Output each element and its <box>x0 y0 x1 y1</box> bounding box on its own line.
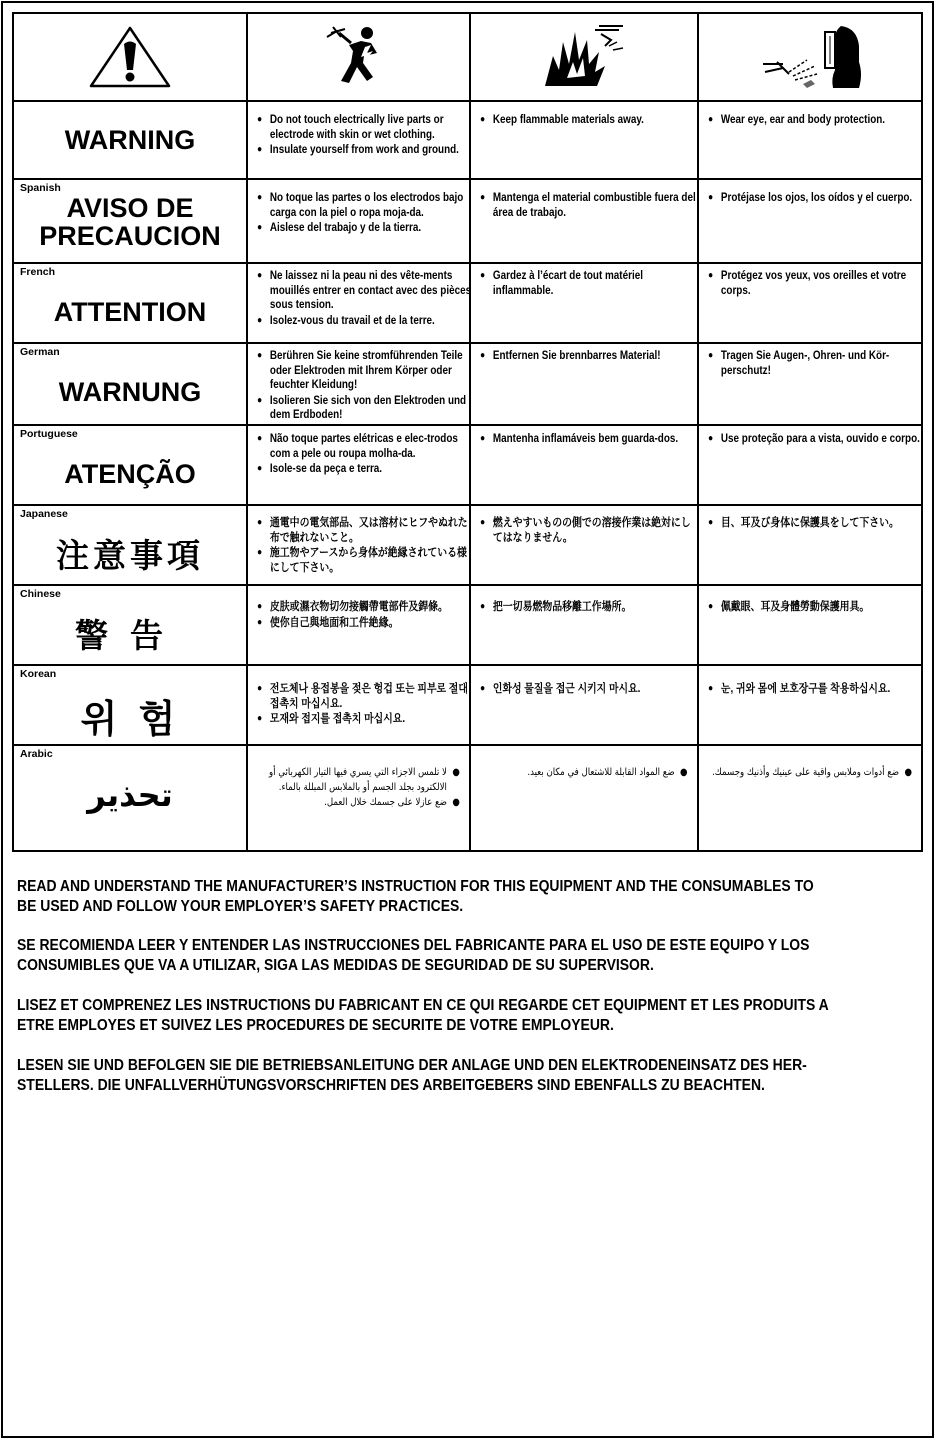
fire-item: ● Gardez à l’écart de tout matériel inflammable. <box>480 269 700 298</box>
fire-item: ● 把一切易燃物品移離工作場所。 <box>480 600 700 615</box>
shock-item: ● 皮肤或濕衣物切勿接觸帶電部件及銲條。 <box>257 600 472 615</box>
heading-cell-french <box>14 264 248 342</box>
shock-item: ● 使你自己與地面和工件絶緣。 <box>257 616 472 631</box>
ppe-cell-korean <box>699 666 921 744</box>
row-spanish <box>14 180 921 264</box>
heading-cell-korean <box>14 666 248 744</box>
shock-item: ● Isole-se da peça e terra. <box>257 462 472 477</box>
fire-cell-japanese <box>471 506 699 584</box>
ppe-item: ● Tragen Sie Augen-, Ohren- und Kör-perschutz! <box>708 349 924 378</box>
shock-cell-spanish <box>248 180 471 262</box>
eye-ear-body-protection-icon <box>699 14 921 100</box>
shock-item: ● Insulate yourself from work and ground. <box>257 143 472 158</box>
ppe-cell-chinese <box>699 586 921 664</box>
row-french <box>14 264 921 344</box>
heading-cell-german <box>14 344 248 424</box>
language-label: Spanish <box>20 182 61 194</box>
fire-explosion-icon <box>471 14 699 100</box>
ppe-item: ● 佩戴眼、耳及身體勞動保護用具。 <box>708 600 924 615</box>
fire-cell-french <box>471 264 699 342</box>
language-label: Arabic <box>20 748 53 760</box>
shock-item: ● Ne laissez ni la peau ni des vête-ments mouillés entrer en contact avec des pièces sous tension. <box>257 269 472 313</box>
fire-item: ● 인화성 물질을 접근 시키지 마시요. <box>480 682 700 697</box>
heading-arabic: تحذير <box>87 776 173 814</box>
fire-item: ● Mantenga el material combustible fuera del área de trabajo. <box>480 191 700 220</box>
fire-cell-english <box>471 102 699 178</box>
heading-cell-portuguese <box>14 426 248 504</box>
shock-cell-portuguese <box>248 426 471 504</box>
fire-item: ● Keep flammable materials away. <box>480 113 700 128</box>
heading-french: ATTENTION <box>53 297 207 327</box>
language-label: German <box>20 346 60 358</box>
fire-cell-arabic <box>471 746 699 850</box>
shock-item: ● Isolez-vous du travail et de la terre. <box>257 314 472 329</box>
heading-cell-japanese <box>14 506 248 584</box>
shock-cell-chinese <box>248 586 471 664</box>
row-arabic <box>14 746 921 850</box>
ppe-item: ● ضع أدوات وملابس واقية على عينيك وأذنيك وجسمك. <box>696 766 912 781</box>
shock-item: ● Isolieren Sie sich von den Elektroden und dem Erdboden! <box>257 394 472 423</box>
fire-cell-portuguese <box>471 426 699 504</box>
ppe-cell-spanish <box>699 180 921 262</box>
language-label: French <box>20 266 56 278</box>
language-label: Korean <box>20 668 57 680</box>
heading-chinese: 警告 <box>75 616 185 655</box>
shock-item: ● Não toque partes elétricas e elec-trodos com a pele ou roupa molha-da. <box>257 432 472 461</box>
shock-cell-arabic <box>248 746 471 850</box>
shock-item: ● Aislese del trabajo y de la tierra. <box>257 221 472 236</box>
row-english <box>14 102 921 180</box>
ppe-item: ● Protégez vos yeux, vos oreilles et votre corps. <box>708 269 924 298</box>
shock-cell-korean <box>248 666 471 744</box>
row-korean <box>14 666 921 746</box>
ppe-item: ● 目、耳及び身体に保護具をして下さい。 <box>708 516 924 531</box>
safety-label-page <box>1 1 934 1438</box>
ppe-cell-english <box>699 102 921 178</box>
shock-item: ● ضع عازلا على جسمك خلال العمل. <box>245 796 460 811</box>
row-german <box>14 344 921 426</box>
shock-item: ● 施工物やアースから身体が絶縁されている様にして下さい。 <box>257 546 472 575</box>
heading-spanish: AVISO DE PRECAUCION <box>39 193 221 251</box>
heading-cell-english <box>14 102 248 178</box>
heading-korean: 위 험 <box>80 697 180 741</box>
ppe-cell-japanese <box>699 506 921 584</box>
shock-item: ● Berühren Sie keine stromführenden Teile oder Elektroden mit Ihrem Körper oder feuchter Kleidung! <box>257 349 472 393</box>
shock-item: ● لا تلمس الاجزاء التي يسري فيها التيار الكهربائي أو الالكترود بجلد الجسم أو بالملابس المبللة بالماء. <box>245 766 460 795</box>
heading-cell-chinese <box>14 586 248 664</box>
heading-german: WARNUNG <box>58 377 202 407</box>
row-japanese <box>14 506 921 586</box>
row-portuguese <box>14 426 921 506</box>
shock-item: ● 通電中の電気部品、又は溶材にヒフやぬれた布で触れないこと。 <box>257 516 472 545</box>
shock-item: ● 전도체나 용접봉을 젖은 헝겁 또는 피부로 절대 접촉치 마십시요. <box>257 682 472 711</box>
instruction-spanish: SE RECOMIENDA LEER Y ENTENDER LAS INSTRUCCIONES DEL FABRICANTE PARA EL USO DE ESTE EQUIPO Y LOS CONSUMIBLES QUE VA A UTILIZAR, SIGA LAS MEDIDAS DE SEGURIDAD DE SU SUPERVISOR. <box>17 937 810 974</box>
ppe-item: ● Protéjase los ojos, los oídos y el cuerpo. <box>708 191 924 206</box>
ppe-item: ● Wear eye, ear and body protection. <box>708 113 924 128</box>
ppe-cell-arabic <box>699 746 921 850</box>
shock-item: ● 모재와 접지를 접촉치 마십시요. <box>257 712 472 727</box>
warning-triangle-icon <box>14 14 248 100</box>
ppe-cell-portuguese <box>699 426 921 504</box>
heading-portuguese: ATENÇÃO <box>64 459 196 489</box>
ppe-cell-french <box>699 264 921 342</box>
heading-cell-spanish <box>14 180 248 262</box>
shock-cell-german <box>248 344 471 424</box>
ppe-cell-german <box>699 344 921 424</box>
warning-table <box>12 12 923 852</box>
heading-japanese: 注意事項 <box>56 536 204 575</box>
fire-item: ● Entfernen Sie brennbarres Material! <box>480 349 700 364</box>
shock-item: ● No toque las partes o los electrodos bajo carga con la piel o ropa moja-da. <box>257 191 472 220</box>
fire-item: ● Mantenha inflamáveis bem guarda-dos. <box>480 432 700 447</box>
shock-cell-english <box>248 102 471 178</box>
electric-shock-icon <box>248 14 471 100</box>
instruction-german: LESEN SIE UND BEFOLGEN SIE DIE BETRIEBSANLEITUNG DER ANLAGE UND DEN ELEKTRODENEINSATZ DES HER-STELLERS. DIE UNFALLVERHÜTUNGSVORSCHRIFTEN DES ARBEITGEBERS SIND EBENFALLS ZU BEACHTEN. <box>17 1057 807 1094</box>
language-label: Portuguese <box>20 428 78 440</box>
heading-cell-arabic <box>14 746 248 850</box>
fire-item: ● 燃えやすいものの側での溶接作業は絶対にしてはなりません。 <box>480 516 700 545</box>
shock-cell-french <box>248 264 471 342</box>
language-label: Japanese <box>20 508 68 520</box>
shock-item: ● Do not touch electrically live parts or electrode with skin or wet clothing. <box>257 113 472 142</box>
fire-cell-chinese <box>471 586 699 664</box>
fire-cell-spanish <box>471 180 699 262</box>
instruction-french: LISEZ ET COMPRENEZ LES INSTRUCTIONS DU FABRICANT EN CE QUI REGARDE CET EQUIPMENT ET LES PRODUITS A ETRE EMPLOYES ET SUIVEZ LES PROCEDURES DE SECURITE DE VOTRE EMPLOYEUR. <box>17 997 829 1034</box>
heading-english: WARNING <box>64 125 196 155</box>
row-chinese <box>14 586 921 666</box>
language-label: Chinese <box>20 588 61 600</box>
fire-item: ● ضع المواد القابلة للاشتعال في مكان بعيد. <box>468 766 688 781</box>
fire-cell-german <box>471 344 699 424</box>
fire-cell-korean <box>471 666 699 744</box>
icon-row <box>14 14 921 102</box>
ppe-item: ● Use proteção para a vista, ouvido e corpo. <box>708 432 924 447</box>
instruction-english: READ AND UNDERSTAND THE MANUFACTURER’S INSTRUCTION FOR THIS EQUIPMENT AND THE CONSUMABLES TO BE USED AND FOLLOW YOUR EMPLOYER’S SAFETY PRACTICES. <box>17 878 814 915</box>
ppe-item: ● 눈, 귀와 몸에 보호장구를 착용하십시요. <box>708 682 924 697</box>
shock-cell-japanese <box>248 506 471 584</box>
